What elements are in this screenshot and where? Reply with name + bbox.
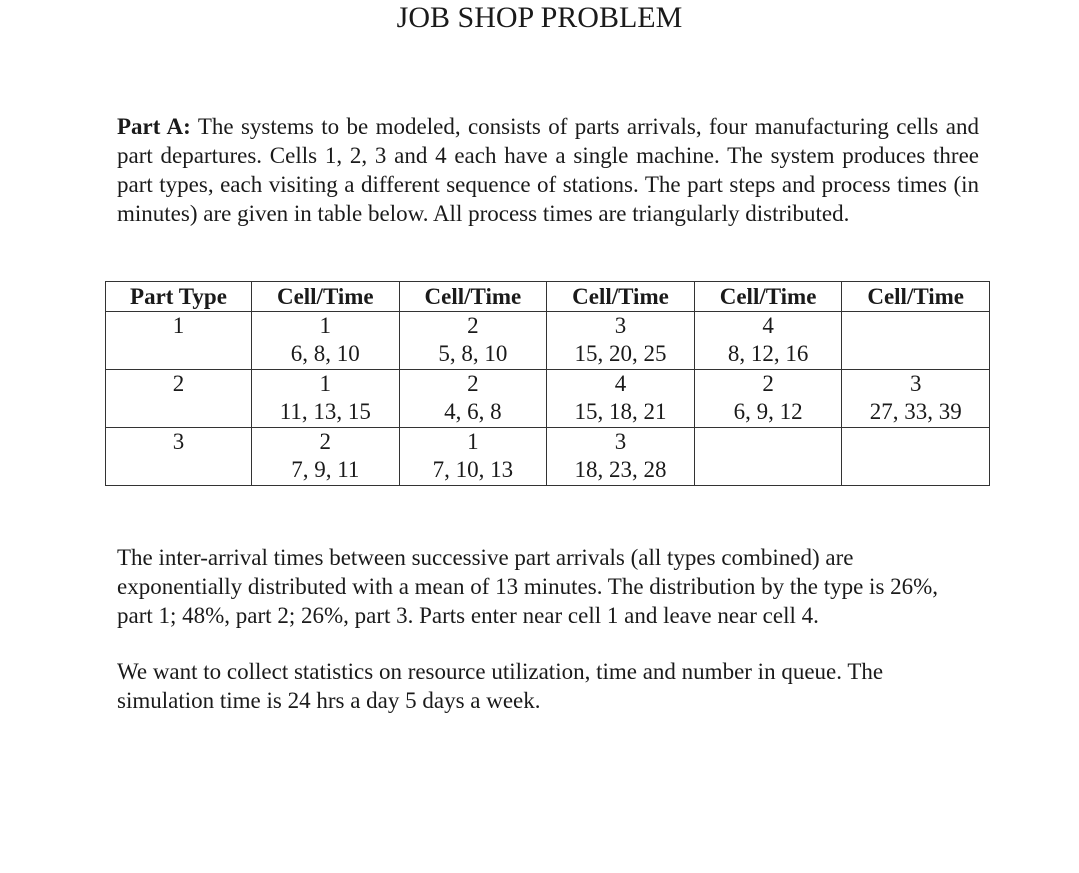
step-cell-number	[695, 428, 842, 456]
step-cell	[399, 428, 547, 486]
step-times: 6, 8, 10	[290, 341, 360, 366]
step-cell	[694, 312, 842, 370]
step-cell-number: 4	[762, 313, 774, 338]
step-times: 7, 9, 11	[291, 457, 360, 482]
step-cell-number: 1	[319, 371, 332, 396]
header-part-type: Part Type	[106, 282, 252, 312]
step-cell-number: 4	[614, 371, 627, 396]
part-type-cell	[106, 370, 252, 428]
step-times: 4, 6, 8	[444, 399, 502, 424]
arrival-paragraph: The inter-arrival times between successive part arrivals (all types combined) are exponentially distributed with a mean of 13 minutes. The distribution by the type is 26%, part 1; 48%, part 2; 26%, part 3. Parts enter near cell 1 and leave near cell 4.	[117, 545, 939, 628]
step-cell	[252, 312, 400, 370]
step-times	[842, 456, 989, 484]
step-cell	[252, 370, 400, 428]
step-cell-number: 2	[762, 371, 774, 396]
part-a-label: Part A:	[117, 114, 191, 139]
step-times: 6, 9, 12	[733, 399, 803, 424]
step-times: 18, 23, 28	[574, 457, 667, 482]
part-type-cell	[106, 312, 252, 370]
step-cell-number: 2	[467, 371, 479, 396]
step-cell-number: 3	[614, 429, 627, 454]
step-cell	[399, 370, 547, 428]
part-a-text: The systems to be modeled, consists of parts arrivals, four manufacturing cells and part departures. Cells 1, 2, 3 and 4 each have a single machine. The system produces three part types, each visiting a different sequence of stations. The part steps and process times (in minutes) are given in table below. All process times are triangularly distributed.	[117, 114, 979, 226]
part-type-value: 1	[172, 313, 185, 338]
step-cell	[399, 312, 547, 370]
step-times: 8, 12, 16	[727, 341, 809, 366]
header-cell-time: Cell/Time	[252, 282, 400, 312]
step-cell	[547, 428, 695, 486]
step-times	[695, 456, 842, 484]
part-type-cell	[106, 428, 252, 486]
header-cell-time: Cell/Time	[399, 282, 547, 312]
step-cell-number: 3	[614, 313, 627, 338]
part-a-paragraph	[117, 112, 979, 228]
step-cell-number	[842, 312, 989, 340]
step-cell-number: 1	[467, 429, 479, 454]
step-times: 27, 33, 39	[869, 399, 962, 424]
step-cell-number: 1	[319, 313, 332, 338]
step-cell	[252, 428, 400, 486]
part-type-value: 3	[172, 429, 185, 454]
step-cell-number: 2	[319, 429, 332, 454]
step-cell	[842, 370, 990, 428]
step-cell	[842, 312, 990, 370]
header-cell-time: Cell/Time	[694, 282, 842, 312]
step-cell	[842, 428, 990, 486]
step-cell	[547, 312, 695, 370]
table-header-row	[106, 282, 990, 312]
statistics-paragraph: We want to collect statistics on resource utilization, time and number in queue. The simulation time is 24 hrs a day 5 days a week.	[117, 659, 884, 713]
header-cell-time: Cell/Time	[547, 282, 695, 312]
step-cell-number	[842, 428, 989, 456]
part-type-value: 2	[172, 371, 185, 396]
step-times	[842, 340, 989, 368]
step-times: 15, 18, 21	[574, 399, 667, 424]
step-cell-number: 2	[467, 313, 479, 338]
header-cell-time: Cell/Time	[842, 282, 990, 312]
step-times: 11, 13, 15	[279, 399, 371, 424]
table-row	[106, 370, 990, 428]
step-cell-number: 3	[909, 371, 922, 396]
step-cell	[694, 428, 842, 486]
step-cell	[547, 370, 695, 428]
step-times: 7, 10, 13	[432, 457, 514, 482]
page-title: JOB SHOP PROBLEM	[396, 1, 683, 34]
table-row	[106, 428, 990, 486]
step-times: 15, 20, 25	[574, 341, 667, 366]
step-times: 5, 8, 10	[438, 341, 508, 366]
process-times-table	[105, 281, 990, 486]
table-row	[106, 312, 990, 370]
step-cell	[694, 370, 842, 428]
